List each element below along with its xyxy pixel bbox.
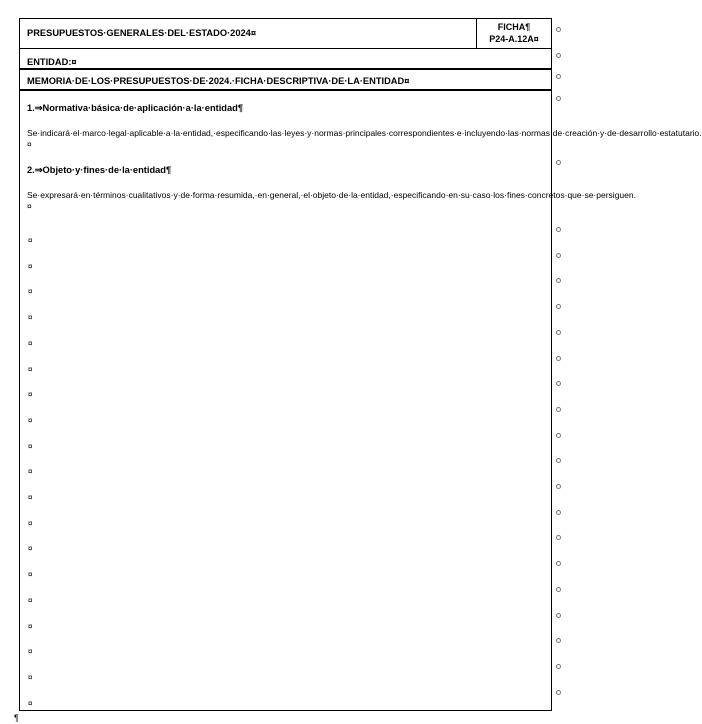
margin-cell-mark [556,613,561,618]
blank-paragraph-mark: ¤ [28,493,33,502]
margin-cell-mark [556,458,561,463]
margin-cell-mark [556,484,561,489]
entidad-label: ENTIDAD:¤ [27,57,77,67]
blank-paragraph-mark: ¤ [28,544,33,554]
margin-cell-mark [556,535,561,540]
ficha-label: FICHA¶ [497,22,531,32]
margin-cell-mark [556,510,561,515]
blank-paragraph-mark: ¤ [28,364,33,374]
margin-cell-mark [556,53,561,58]
margin-cell-mark [556,27,561,32]
form-header [20,19,551,49]
margin-cell-mark [556,356,561,361]
budget-form [19,18,702,711]
margin-cell-mark [556,407,561,412]
blank-paragraph-mark: ¤ [28,570,33,580]
blank-paragraph-mark: ¤ [28,441,33,451]
margin-cell-mark [556,638,561,643]
blank-paragraph-mark: ¤ [28,467,33,477]
margin-cell-mark [556,278,561,283]
section-text-objeto: Se·expresará·en·términos·cualitativos·y·de·forma·resumida,·en·general,·el·objeto·de·la·entidad,·especificando·en·su·caso·los·fines·concretos·que·se·persiguen.¤ [27,190,636,211]
blank-paragraph-mark: ¤ [28,621,33,631]
memoria-title: MEMORIA·DE·LOS·PRESUPUESTOS·DE·2024.·FICHA·DESCRIPTIVA·DE·LA·ENTIDAD¤ [27,76,410,86]
blank-paragraph-mark: ¤ [28,338,33,348]
blank-paragraph-mark: ¤ [28,647,33,657]
margin-cell-mark [556,96,561,101]
section-title-objeto: 2.⇒Objeto·y·fines·de·la·entidad¶ [27,165,172,175]
margin-cell-mark [556,330,561,335]
margin-cell-mark [556,253,561,258]
blank-paragraph-mark: ¤ [28,236,33,245]
blank-paragraph-mark: ¤ [28,595,33,605]
margin-cell-mark [556,227,561,232]
margin-cell-mark [556,381,561,386]
section-title-normativa: 1.⇒Normativa·básica·de·aplicación·a·la·entidad¶ [27,103,243,113]
end-pilcrow: ¶ [14,713,19,723]
blank-paragraph-mark: ¤ [28,287,33,297]
ficha-code-cell [476,19,551,48]
form-title: PRESUPUESTOS·GENERALES·DEL·ESTADO·2024¤ [27,28,257,38]
margin-cell-mark [556,690,561,695]
entidad-row [20,49,551,70]
margin-cell-mark [556,160,561,165]
blank-paragraph-mark: ¤ [28,518,33,528]
ficha-code: P24-A.12A¤ [489,34,539,44]
margin-cell-mark [556,664,561,669]
document-body [27,103,702,227]
margin-cell-mark [556,74,561,79]
blank-paragraph-mark: ¤ [28,415,33,425]
margin-cell-mark [556,304,561,309]
memoria-row [20,71,551,91]
blank-paragraph-mark: ¤ [28,698,33,708]
blank-paragraph-mark: ¤ [28,313,33,323]
blank-paragraph-mark: ¤ [28,672,33,682]
blank-paragraph-mark: ¤ [28,390,33,400]
margin-cell-mark [556,561,561,566]
section-text-normativa: Se·indicará·el·marco·legal·aplicable·a·la·entidad,·especificando·las·leyes·y·normas·principales·correspondientes·e·incluyendo·las·normas·de·creación·y·de·desarrollo·estatutario.¤ [27,128,702,149]
margin-cell-mark [556,433,561,438]
blank-paragraph-mark: ¤ [28,261,33,271]
margin-cell-mark [556,587,561,592]
